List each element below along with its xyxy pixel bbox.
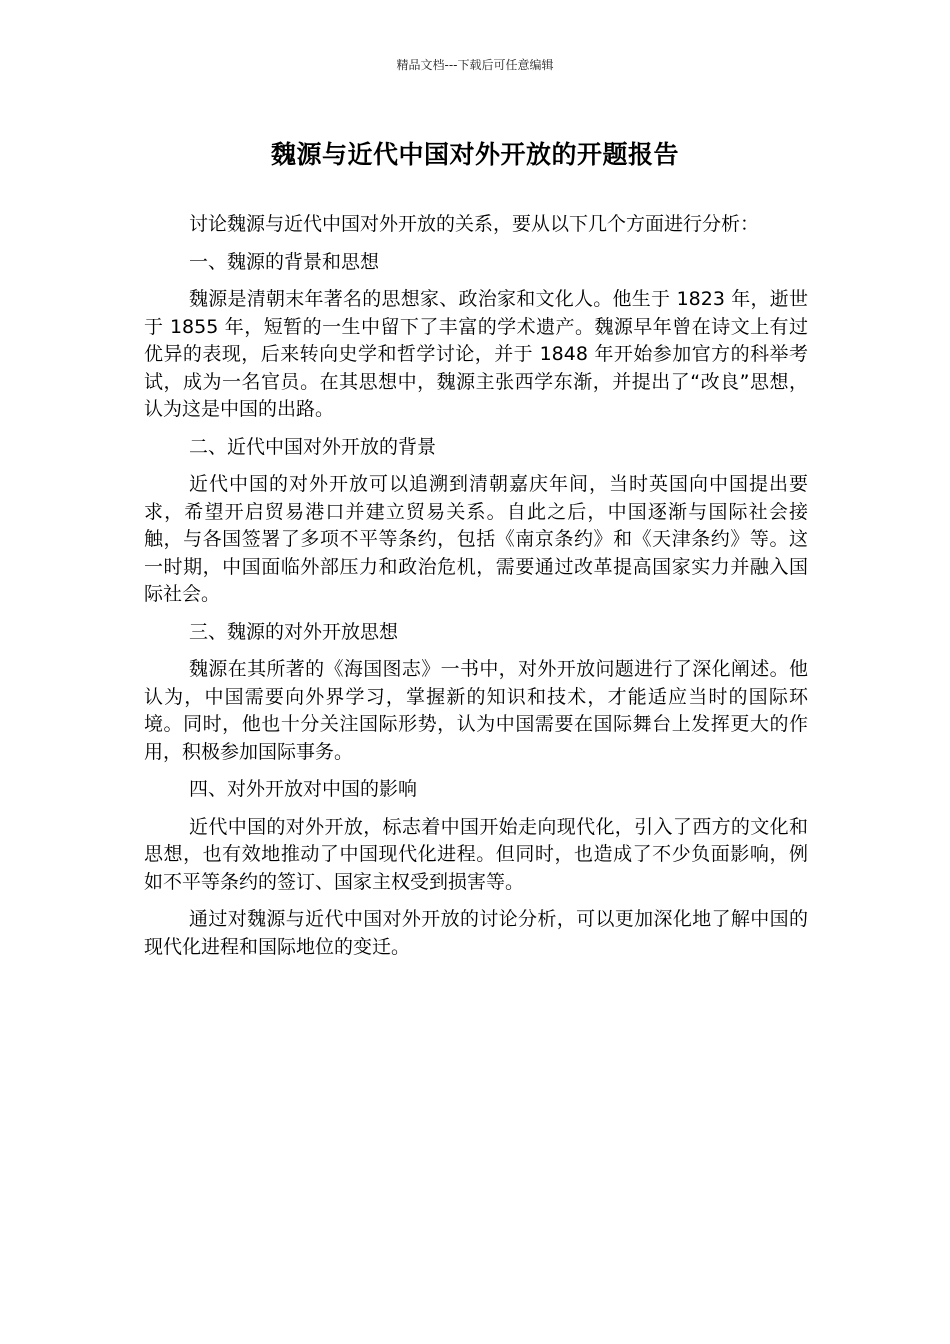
section-body-1: 魏源是清朝末年著名的思想家、政治家和文化人。他生于 1823 年，逝世于 1855 年，短暂的一生中留下了丰富的学术遗产。魏源早年曾在诗文上有过优异的表现，后来转向史学和哲学讨论，并于 1848 年开始参加官方的科举考试，成为一名官员。在其思想中，魏源主张西学东渐，并提出了“改良”思想，认为这是中国的出路。 bbox=[144, 288, 808, 420]
header-note: 精品文档---下载后可任意编辑 bbox=[396, 58, 554, 72]
section-heading-1: 一、魏源的背景和思想 bbox=[189, 250, 380, 273]
conclusion-paragraph: 通过对魏源与近代中国对外开放的讨论分析，可以更加深化地了解中国的现代化进程和国际地位的变迁。 bbox=[144, 908, 808, 958]
section-heading-2: 二、近代中国对外开放的背景 bbox=[189, 435, 437, 458]
section-heading-4: 四、对外开放对中国的影响 bbox=[189, 778, 418, 800]
document-title: 魏源与近代中国对外开放的开题报告 bbox=[270, 140, 679, 169]
section-body-2: 近代中国的对外开放可以追溯到清朝嘉庆年间，当时英国向中国提出要求，希望开启贸易港口并建立贸易关系。自此之后，中国逐渐与国际社会接触，与各国签署了多项不平等条约，包括《南京条约》和《天津条约》等。这一时期，中国面临外部压力和政治危机，需要通过改革提高国家实力并融入国际社会。 bbox=[144, 473, 808, 605]
document-body bbox=[144, 211, 808, 971]
intro-paragraph: 讨论魏源与近代中国对外开放的关系，要从以下几个方面进行分析： bbox=[189, 213, 760, 235]
section-body-4: 近代中国的对外开放，标志着中国开始走向现代化，引入了西方的文化和思想，也有效地推动了中国现代化进程。但同时，也造成了不少负面影响，例如不平等条约的签订、国家主权受到损害等。 bbox=[144, 815, 808, 893]
section-body-3: 魏源在其所著的《海国图志》一书中，对外开放问题进行了深化阐述。他认为，中国需要向外界学习，掌握新的知识和技术，才能适应当时的国际环境。同时，他也十分关注国际形势，认为中国需要在国际舞台上发挥更大的作用，积极参加国际事务。 bbox=[144, 658, 808, 763]
section-heading-3: 三、魏源的对外开放思想 bbox=[189, 620, 399, 643]
